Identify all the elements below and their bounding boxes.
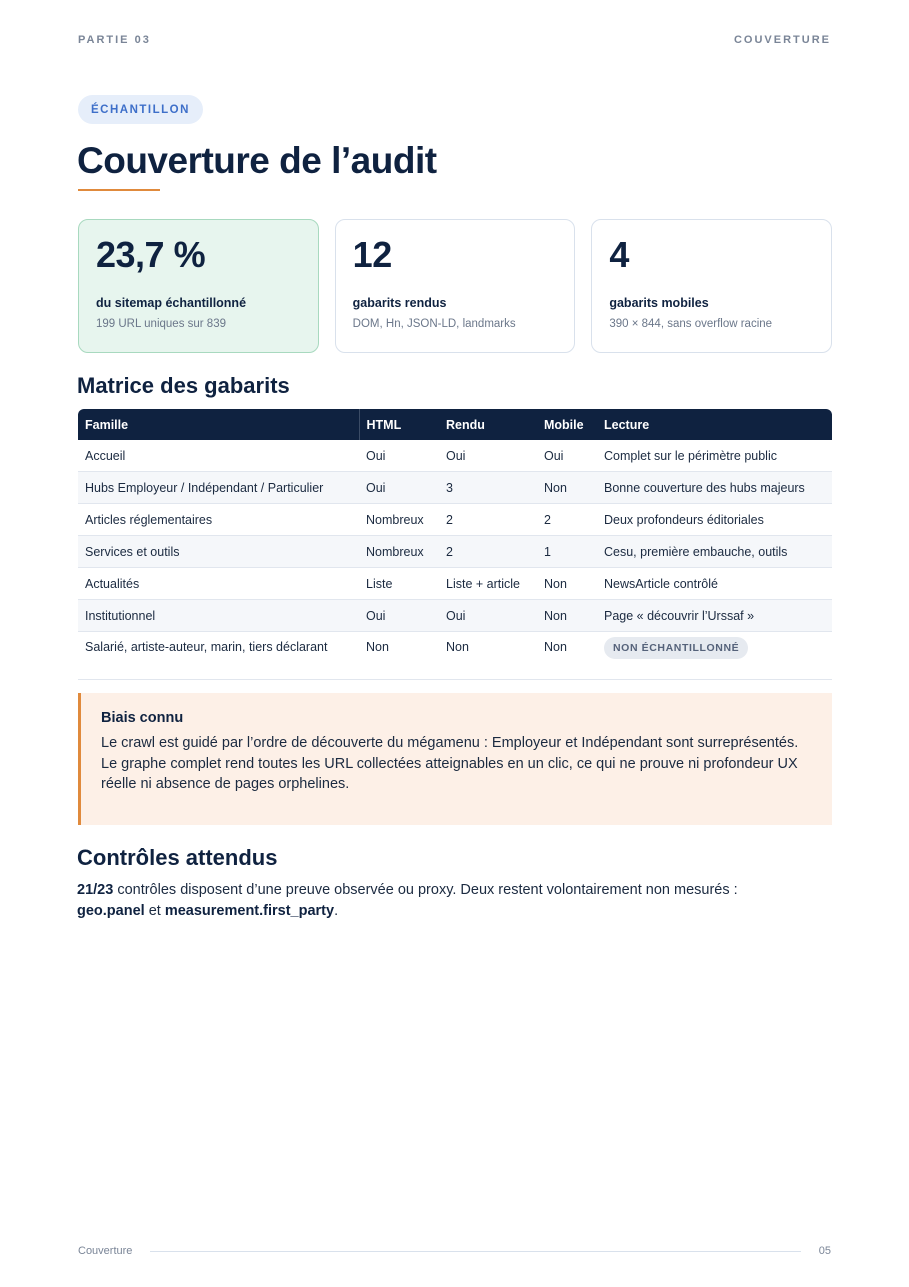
cell-family: Articles réglementaires	[78, 504, 359, 536]
cell-rendered: 3	[439, 472, 537, 504]
cell-mobile: Non	[537, 472, 597, 504]
page-footer	[78, 1245, 831, 1257]
cell-rendered: Oui	[439, 600, 537, 632]
column-header-html: HTML	[359, 409, 439, 440]
column-header-rendered: Rendu	[439, 409, 537, 440]
table-row	[78, 568, 832, 600]
cell-rendered: 2	[439, 504, 537, 536]
table-row	[78, 504, 832, 536]
kpi-card-mobile	[591, 219, 832, 353]
cell-mobile: Oui	[537, 440, 597, 472]
cell-reading: Deux profondeurs éditoriales	[597, 504, 832, 536]
cell-mobile: 1	[537, 536, 597, 568]
kpi-card-rendered	[335, 219, 576, 353]
kpi-card-sitemap	[78, 219, 319, 353]
kpi-subtext: DOM, Hn, JSON-LD, landmarks	[352, 318, 516, 330]
controls-ratio: 21/23	[77, 882, 114, 898]
cell-reading: Cesu, première embauche, outils	[597, 536, 832, 568]
table-header-row	[78, 409, 832, 440]
controls-text-part: et	[144, 903, 165, 919]
kpi-value: 4	[609, 234, 629, 275]
kpi-value: 23,7 %	[96, 234, 206, 275]
cell-reading	[597, 632, 832, 680]
cell-mobile: Non	[537, 568, 597, 600]
cell-html: Oui	[359, 600, 439, 632]
table-row	[78, 472, 832, 504]
cell-rendered: Non	[439, 632, 537, 680]
kpi-subtext: 390 × 844, sans overflow racine	[609, 318, 773, 330]
cell-mobile: Non	[537, 632, 597, 680]
cell-html: Nombreux	[359, 536, 439, 568]
cell-html: Nombreux	[359, 504, 439, 536]
cell-reading: NewsArticle contrôlé	[597, 568, 832, 600]
column-header-reading: Lecture	[597, 409, 832, 440]
footer-label: Couverture	[78, 1245, 133, 1257]
cell-family: Services et outils	[78, 536, 359, 568]
cell-family: Hubs Employeur / Indépendant / Particulier	[78, 472, 359, 504]
column-header-mobile: Mobile	[537, 409, 597, 440]
kpi-cards	[78, 219, 832, 353]
cell-rendered: Oui	[439, 440, 537, 472]
table-row	[78, 440, 832, 472]
kpi-label: gabarits mobiles	[609, 296, 709, 310]
known-bias-callout	[78, 693, 832, 825]
controls-heading: Contrôles attendus	[77, 845, 278, 870]
cell-reading: Page « découvrir l’Urssaf »	[597, 600, 832, 632]
cell-family: Institutionnel	[78, 600, 359, 632]
callout-body: Le crawl est guidé par l’ordre de découverte du mégamenu : Employeur et Indépendant sont surreprésentés. Le graphe complet rend toutes les URL collectées atteignables en un clic, ce qui ne prouve ni profondeur UX réelle ni absence de pages orphelines.	[101, 735, 799, 792]
cell-html: Liste	[359, 568, 439, 600]
table-row	[78, 632, 832, 680]
table-row	[78, 536, 832, 568]
kpi-label: du sitemap échantillonné	[96, 296, 247, 310]
cell-family: Actualités	[78, 568, 359, 600]
page-number: 05	[818, 1245, 831, 1257]
kpi-subtext: 199 URL uniques sur 839	[96, 318, 226, 330]
kpi-value: 12	[352, 234, 392, 275]
cell-reading: Bonne couverture des hubs majeurs	[597, 472, 832, 504]
cell-mobile: Non	[537, 600, 597, 632]
controls-text-part: .	[334, 903, 339, 919]
kpi-label: gabarits rendus	[352, 296, 447, 310]
matrix-heading: Matrice des gabarits	[77, 373, 290, 398]
control-item-geo-panel: geo.panel	[77, 903, 145, 919]
footer-divider	[150, 1251, 800, 1252]
status-badge: NON ÉCHANTILLONNÉ	[604, 637, 748, 659]
cell-html: Oui	[359, 440, 439, 472]
control-item-measurement: measurement.first_party	[164, 903, 335, 919]
callout-title: Biais connu	[101, 710, 184, 726]
cell-family: Accueil	[78, 440, 359, 472]
sample-tag: ÉCHANTILLON	[78, 95, 203, 124]
cell-html: Non	[359, 632, 439, 680]
template-matrix-table	[78, 409, 832, 680]
controls-text-part: contrôles disposent d’une preuve observée ou proxy. Deux restent volontairement non mesurés :	[113, 882, 738, 898]
cell-html: Oui	[359, 472, 439, 504]
column-header-family: Famille	[78, 409, 359, 440]
cell-reading: Complet sur le périmètre public	[597, 440, 832, 472]
cell-family: Salarié, artiste-auteur, marin, tiers déclarant	[78, 632, 359, 680]
cell-rendered: 2	[439, 536, 537, 568]
running-head	[78, 34, 831, 46]
part-label: PARTIE 03	[78, 34, 151, 46]
cell-rendered: Liste + article	[439, 568, 537, 600]
controls-paragraph	[77, 880, 797, 922]
page-title: Couverture de l’audit	[77, 140, 437, 181]
cell-mobile: 2	[537, 504, 597, 536]
table-row	[78, 600, 832, 632]
section-label: COUVERTURE	[733, 34, 831, 46]
title-underline	[78, 189, 160, 191]
